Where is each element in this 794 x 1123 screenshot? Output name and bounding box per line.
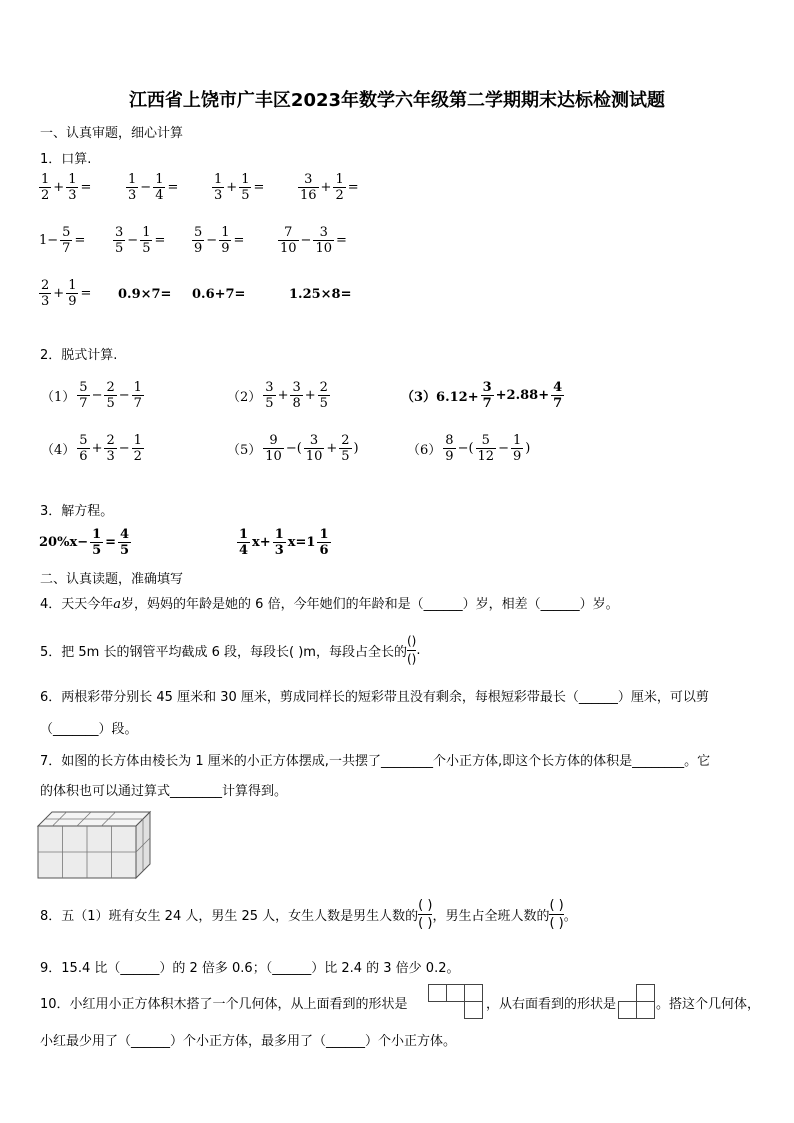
q9: 9．15.4 比（______）的 2 倍多 0.6；（______）比 2.4 的 3 倍少 0.2。 (40, 961, 460, 976)
q2-item-5: （5） $\frac{9}{10}$ −( $\frac{3}{10}$ + $\frac{2}{5}$ ) (227, 433, 359, 464)
q1-r1-e2: $\frac{1}{3}$ − $\frac{1}{4}$ = (128, 172, 179, 203)
q3-equation-2: $\frac{1}{4}$ x+ $\frac{1}{3}$ x=1 $\frac{1}{6}$ (239, 527, 329, 558)
q2-item-6: （6） $\frac{8}{9}$ −( $\frac{5}{12}$ − $\frac{1}{9}$ ) (407, 433, 531, 464)
q7-line-1: 7．如图的长方体由棱长为 1 厘米的小正方体摆成,一共摆了________个小正方体,即这个长方体的体积是________。它 (40, 754, 711, 769)
q8: 8．五（1）班有女生 24 人，男生 25 人，女生人数是男生人数的 ( ) ( ) ，男生占全班人数的 ( ) ( ) 。 (40, 898, 577, 931)
q1-r3-e1: $\frac{2}{3}$ + $\frac{1}{9}$ = (41, 278, 92, 309)
q2-item-1: （1） $\frac{5}{7}$ − $\frac{2}{5}$ − $\frac{1}{7}$ (41, 380, 142, 411)
q1-r1-e4: $\frac{3}{16}$ + $\frac{1}{2}$ = (300, 172, 359, 203)
q10-top-view-figure (428, 984, 482, 1018)
q1-r2-e1: 1− $\frac{5}{7}$ = (39, 225, 86, 256)
q6-line-2: （_______）段。 (40, 722, 138, 737)
q4: 4．天天今年a岁，妈妈的年龄是她的 6 倍，今年她们的年龄和是（______）岁，相差（______）岁。 (40, 597, 619, 612)
section-1-heading: 一、认真审题，细心计算 (40, 126, 184, 141)
q2-label: 2．脱式计算. (40, 348, 118, 363)
q1-r2-e2: $\frac{3}{5}$ − $\frac{1}{5}$ = (115, 225, 166, 256)
q10-right-view-figure (618, 984, 654, 1018)
q10-pre: 10．小红用小正方体积木搭了一个几何体，从上面看到的形状是 (40, 997, 408, 1012)
q1-r3-e2: 0.9×7= (118, 287, 172, 302)
q2-item-4: （4） $\frac{5}{6}$ + $\frac{2}{3}$ − $\frac{1}{2}$ (41, 433, 142, 464)
q1-r2-e3: $\frac{5}{9}$ − $\frac{1}{9}$ = (194, 225, 245, 256)
section-2-heading: 二、认真读题，准确填写 (40, 572, 184, 587)
q10-line-2: 小红最少用了（______）个小正方体，最多用了（______）个小正方体。 (40, 1034, 457, 1049)
q6-line-1: 6．两根彩带分别长 45 厘米和 30 厘米，剪成同样长的短彩带且没有剩余，每根短彩带最长（______）厘米，可以剪 (40, 690, 709, 705)
q3-label: 3．解方程。 (40, 504, 114, 519)
q1-r1-e3: $\frac{1}{3}$ + $\frac{1}{5}$ = (214, 172, 265, 203)
page-title: 江西省上饶市广丰区2023年数学六年级第二学期期末达标检测试题 (128, 90, 666, 111)
q7-line-2: 的体积也可以通过算式________计算得到。 (40, 784, 288, 799)
q2-item-2: （2） $\frac{3}{5}$ + $\frac{3}{8}$ + $\frac{2}{5}$ (227, 380, 328, 411)
q1-r1-e1: $\frac{1}{2}$ + $\frac{1}{3}$ = (41, 172, 92, 203)
q1-r3-e3: 0.6+7= (192, 287, 246, 302)
q5: 5．把 5m 长的钢管平均截成 6 段，每段长( )m，每段占全长的 () () . (40, 634, 421, 666)
q2-item-3: （3）6.12+ $\frac{3}{7}$ +2.88+ $\frac{4}{7}$ (401, 380, 563, 411)
q10-mid: ，从右面看到的形状是 (486, 997, 617, 1012)
q3-equation-1: 20%x− $\frac{1}{5}$ = $\frac{4}{5}$ (39, 527, 130, 558)
q10-end: 。搭这个几何体， (656, 997, 761, 1012)
q1-r3-e4: 1.25×8= (289, 287, 352, 302)
cuboid-figure (36, 808, 154, 882)
q1-label: 1．口算. (40, 152, 92, 167)
q1-r2-e4: $\frac{7}{10}$ − $\frac{3}{10}$ = (280, 225, 347, 256)
